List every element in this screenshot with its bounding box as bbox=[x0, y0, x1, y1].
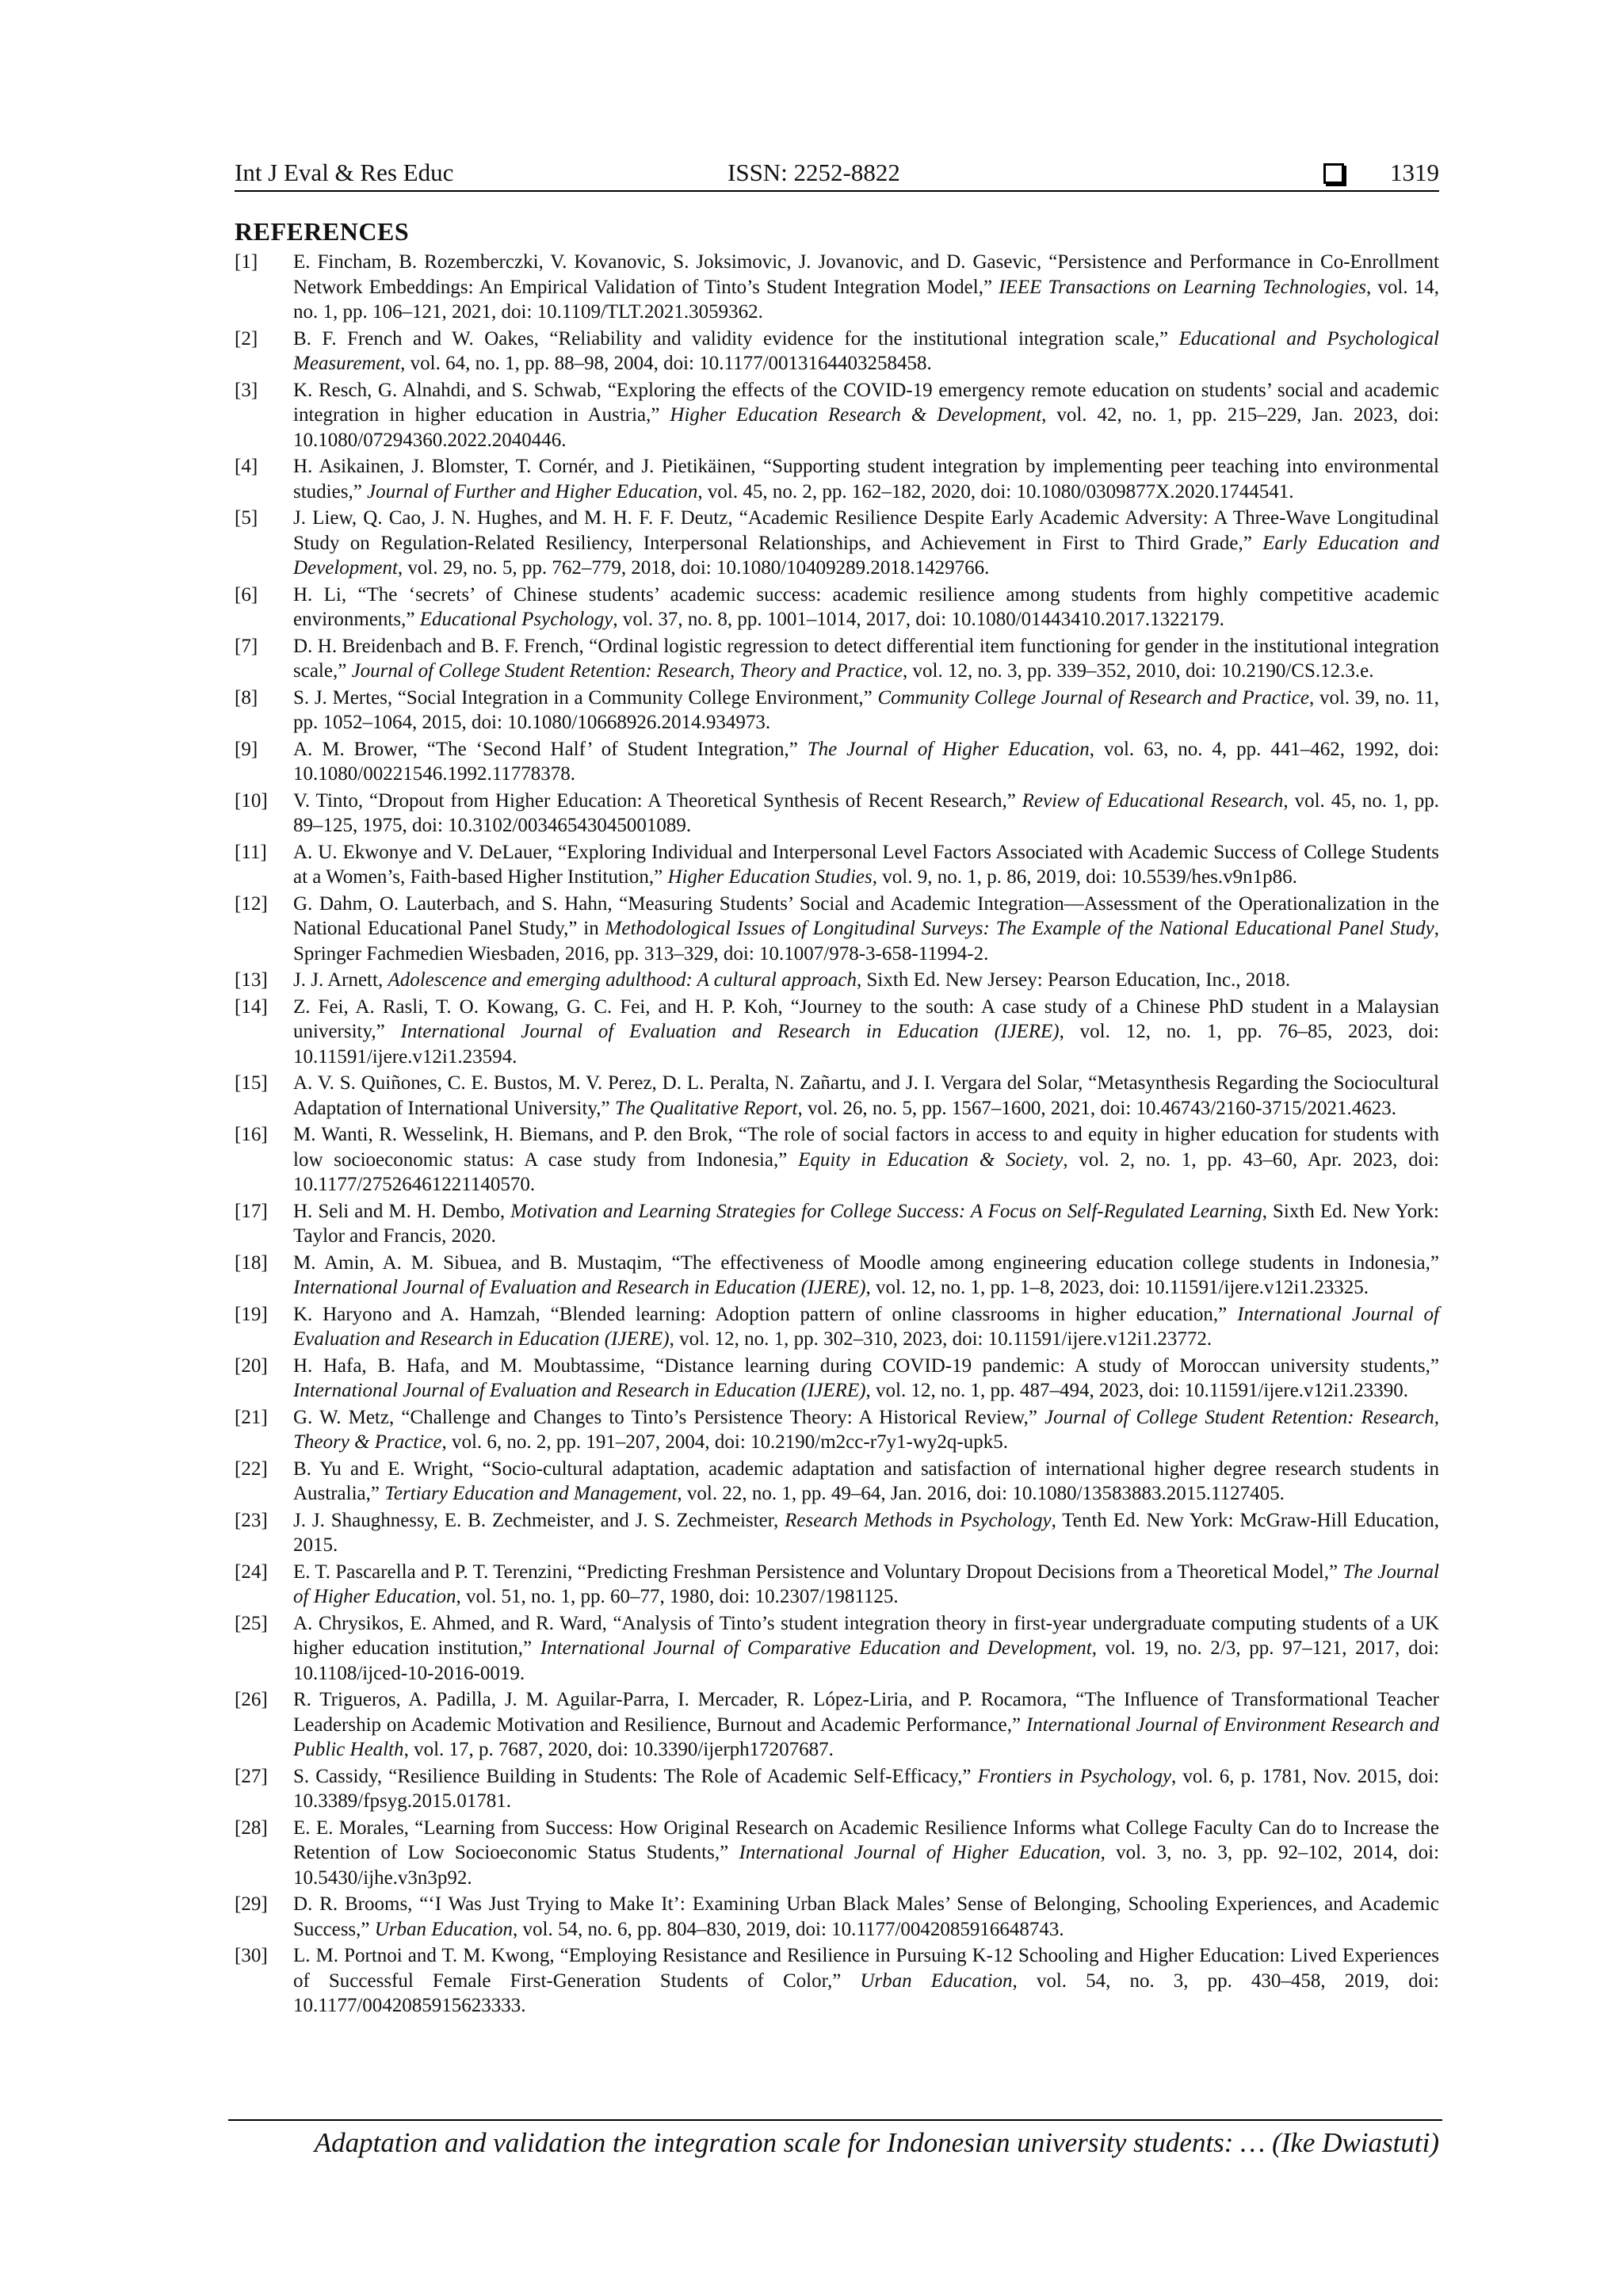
reference-details: , vol. 12, no. 1, pp. 487–494, 2023, doi: 10.11591/ijere.v12i1.23390. bbox=[865, 1380, 1409, 1401]
reference-details: , vol. 14, no. 1, pp. 106–121, 2021, doi: 10.1109/TLT.2021.3059362. bbox=[293, 276, 1440, 323]
reference-number: [11] bbox=[235, 841, 267, 863]
reference-number: [8] bbox=[235, 686, 258, 709]
reference-item bbox=[235, 454, 1439, 504]
reference-item bbox=[235, 1457, 1439, 1507]
reference-text bbox=[293, 1302, 1439, 1352]
reference-text bbox=[293, 1251, 1439, 1301]
reference-source: Motivation and Learning Strategies for College Success: A Focus on Self-Regulated Learning bbox=[510, 1200, 1262, 1222]
reference-number: [24] bbox=[235, 1561, 268, 1583]
running-footer: Adaptation and validation the integration scale for Indonesian university students: … (Ike Dwiastuti) bbox=[314, 2127, 1439, 2158]
reference-authors-title: A. U. Ekwonye and V. DeLauer, “Exploring Individual and Interpersonal Level Factors Associated with Academic Success of College Students at a Women’s, Faith-based Higher Institution,” bbox=[293, 841, 1439, 888]
reference-number: [14] bbox=[235, 995, 268, 1018]
reference-details: , vol. 12, no. 1, pp. 1–8, 2023, doi: 10.11591/ijere.v12i1.23325. bbox=[865, 1277, 1369, 1298]
reference-authors-title: B. Yu and E. Wright, “Socio-cultural adaptation, academic adaptation and satisfaction of international higher degree research students in Australia,” bbox=[293, 1457, 1439, 1504]
reference-text bbox=[293, 1816, 1439, 1891]
reference-details: , vol. 39, no. 11, pp. 1052–1064, 2015, doi: 10.1080/10668926.2014.934973. bbox=[293, 686, 1439, 733]
reference-source: Higher Education Research & Development bbox=[670, 404, 1042, 426]
section-title: REFERENCES bbox=[235, 217, 410, 246]
reference-number: [22] bbox=[235, 1457, 268, 1480]
reference-details: , vol. 22, no. 1, pp. 49–64, Jan. 2016, doi: 10.1080/13583883.2015.1127405. bbox=[677, 1483, 1285, 1504]
reference-item bbox=[235, 634, 1439, 684]
reference-details: , vol. 29, no. 5, pp. 762–779, 2018, doi: 10.1080/10409289.2018.1429766. bbox=[397, 557, 990, 579]
reference-source: Frontiers in Psychology bbox=[977, 1765, 1172, 1787]
reference-source: Research Methods in Psychology bbox=[785, 1509, 1052, 1531]
reference-text bbox=[293, 378, 1439, 453]
reference-details: , vol. 42, no. 1, pp. 215–229, Jan. 2023, doi: 10.1080/07294360.2022.2040446. bbox=[293, 404, 1439, 451]
reference-details: , vol. 45, no. 1, pp. 89–125, 1975, doi: 10.3102/00346543045001089. bbox=[293, 789, 1439, 836]
reference-details: , vol. 54, no. 6, pp. 804–830, 2019, doi: 10.1177/0042085916648743. bbox=[513, 1918, 1064, 1940]
reference-number: [26] bbox=[235, 1689, 268, 1710]
reference-number: [3] bbox=[235, 379, 258, 401]
reference-source: Early Education and Development bbox=[293, 532, 1439, 579]
reference-source: International Journal of Comparative Education and Development bbox=[540, 1637, 1092, 1659]
reference-number: [5] bbox=[235, 507, 258, 529]
reference-details: , vol. 2, no. 1, pp. 43–60, Apr. 2023, doi: 10.1177/27526461221140570. bbox=[293, 1148, 1440, 1195]
reference-authors-title: E. T. Pascarella and P. T. Terenzini, “Predicting Freshman Persistence and Voluntary Dropout Decisions from a Theoretical Model,” bbox=[293, 1561, 1343, 1583]
reference-authors-title: J. Liew, Q. Cao, J. N. Hughes, and M. H. F. F. Deutz, “Academic Resilience Despite Early Academic Adversity: A Three-Wave Longitudinal Study on Regulation-Related Resiliency, Interpersonal Relationships, and Achievement in First to Third Grade,” bbox=[293, 507, 1439, 554]
reference-details: , vol. 54, no. 3, pp. 430–458, 2019, doi: 10.1177/0042085915623333. bbox=[293, 1969, 1439, 2016]
reference-text bbox=[293, 1354, 1439, 1404]
reference-source: Journal of College Student Retention: Research, Theory and Practice bbox=[351, 660, 903, 682]
reference-item bbox=[235, 1943, 1439, 2019]
reference-item bbox=[235, 378, 1439, 453]
reference-authors-title: K. Resch, G. Alnahdi, and S. Schwab, “Exploring the effects of the COVID-19 emergency remote education on students’ social and academic integration in higher education in Austria,” bbox=[293, 379, 1439, 426]
reference-text bbox=[293, 1122, 1439, 1198]
reference-number: [16] bbox=[235, 1124, 268, 1145]
reference-details: , vol. 12, no. 1, pp. 302–310, 2023, doi: 10.11591/ijere.v12i1.23772. bbox=[669, 1328, 1212, 1350]
reference-details: , vol. 64, no. 1, pp. 88–98, 2004, doi: 10.1177/0013164403258458. bbox=[400, 353, 932, 374]
reference-source: International Journal of Environment Research and Public Health bbox=[293, 1713, 1440, 1760]
reference-source: The Journal of Higher Education bbox=[807, 738, 1090, 760]
reference-authors-title: H. Li, “The ‘secrets’ of Chinese students’ academic success: academic resilience among students from highly competitive academic environments,” bbox=[293, 583, 1439, 630]
reference-item bbox=[235, 506, 1439, 581]
reference-text bbox=[293, 1508, 1439, 1558]
reference-details: , vol. 6, no. 2, pp. 191–207, 2004, doi: 10.2190/m2cc-r7y1-wy2q-upk5. bbox=[441, 1431, 1008, 1453]
reference-details: , vol. 37, no. 8, pp. 1001–1014, 2017, doi: 10.1080/01443410.2017.1322179. bbox=[613, 609, 1224, 630]
reference-authors-title: S. Cassidy, “Resilience Building in Students: The Role of Academic Self-Efficacy,” bbox=[293, 1765, 978, 1787]
footer-divider bbox=[228, 2119, 1442, 2121]
reference-number: [1] bbox=[235, 251, 258, 273]
reference-details: , Springer Fachmedien Wiesbaden, 2016, pp. 313–329, doi: 10.1007/978-3-658-11994-2. bbox=[293, 918, 1439, 965]
reference-authors-title: E. Fincham, B. Rozemberczki, V. Kovanovic, S. Joksimovic, J. Jovanovic, and D. Gasevic, “Persistence and Performance in Co-Enrollment Network Embeddings: An Empirical Validation of Tinto’s Student Integration Model,” bbox=[293, 251, 1439, 298]
reference-number: [18] bbox=[235, 1251, 268, 1274]
reference-number: [17] bbox=[235, 1200, 268, 1222]
reference-details: , Tenth Ed. New York: McGraw-Hill Education, 2015. bbox=[293, 1509, 1439, 1556]
reference-source: Urban Education bbox=[860, 1969, 1013, 1992]
reference-item bbox=[235, 1892, 1439, 1942]
reference-source: Review of Educational Research bbox=[1022, 789, 1284, 812]
reference-details: , vol. 45, no. 2, pp. 162–182, 2020, doi: 10.1080/0309877X.2020.1744541. bbox=[697, 480, 1294, 502]
reference-text bbox=[293, 840, 1439, 890]
reference-source: Higher Education Studies bbox=[667, 866, 873, 888]
reference-item bbox=[235, 1816, 1439, 1891]
reference-item bbox=[235, 250, 1439, 325]
reference-text bbox=[293, 1071, 1439, 1121]
reference-authors-title: V. Tinto, “Dropout from Higher Education: A Theoretical Synthesis of Recent Research,” bbox=[293, 789, 1022, 812]
reference-text bbox=[293, 968, 1439, 993]
reference-authors-title: S. J. Mertes, “Social Integration in a Community College Environment,” bbox=[293, 686, 878, 709]
reference-source: International Journal of Higher Education bbox=[739, 1842, 1101, 1863]
reference-source: The Journal of Higher Education bbox=[293, 1561, 1439, 1607]
reference-text bbox=[293, 892, 1439, 967]
reference-text bbox=[293, 1764, 1439, 1814]
reference-source: International Journal of Evaluation and Research in Education (IJERE) bbox=[293, 1277, 866, 1298]
reference-authors-title: H. Asikainen, J. Blomster, T. Cornér, and J. Pietikäinen, “Supporting student integration by implementing peer teaching into environmental studies,” bbox=[293, 456, 1439, 502]
reference-number: [25] bbox=[235, 1612, 268, 1634]
reference-item bbox=[235, 583, 1439, 632]
reference-text bbox=[293, 1405, 1439, 1455]
reference-item bbox=[235, 1560, 1439, 1610]
reference-item bbox=[235, 1302, 1439, 1352]
reference-text bbox=[293, 583, 1439, 632]
reference-source: Equity in Education & Society bbox=[798, 1148, 1064, 1171]
reference-text bbox=[293, 789, 1439, 839]
reference-authors-title: R. Trigueros, A. Padilla, J. M. Aguilar-Parra, I. Mercader, R. López-Liria, and P. Rocamora, “The Influence of Transformational Teacher Leadership on Academic Motivation and Resilience, Burnout and Academic Performance,” bbox=[293, 1689, 1439, 1736]
reference-authors-title: G. Dahm, O. Lauterbach, and S. Hahn, “Measuring Students’ Social and Academic Integration—Assessment of the Operationalization in the National Educational Panel Study,” in bbox=[293, 892, 1439, 939]
reference-authors-title: D. R. Brooms, “‘I Was Just Trying to Make It’: Examining Urban Black Males’ Sense of Belonging, Schooling Experiences, and Academic Success,” bbox=[293, 1893, 1439, 1940]
reference-number: [2] bbox=[235, 327, 258, 350]
reference-authors-title: B. F. French and W. Oakes, “Reliability and validity evidence for the institutional integration scale,” bbox=[293, 327, 1179, 350]
reference-authors-title: H. Hafa, B. Hafa, and M. Moubtassime, “Distance learning during COVID-19 pandemic: A study of Moroccan university students,” bbox=[293, 1354, 1439, 1377]
reference-authors-title: H. Seli and M. H. Dembo, bbox=[293, 1200, 511, 1222]
reference-details: , Sixth Ed. New Jersey: Pearson Education, Inc., 2018. bbox=[857, 969, 1291, 991]
reference-authors-title: M. Wanti, R. Wesselink, H. Biemans, and P. den Brok, “The role of social factors in access to and equity in higher education for students with low socioeconomic status: A case study from Indonesia,” bbox=[293, 1124, 1439, 1171]
journal-name: Int J Eval & Res Educ bbox=[235, 159, 454, 186]
reference-source: Adolescence and emerging adulthood: A cultural approach bbox=[388, 969, 857, 991]
reference-details: , vol. 26, no. 5, pp. 1567–1600, 2021, doi: 10.46743/2160-3715/2021.4623. bbox=[797, 1097, 1396, 1119]
reference-item bbox=[235, 1122, 1439, 1198]
reference-details: , vol. 17, p. 7687, 2020, doi: 10.3390/ijerph17207687. bbox=[403, 1739, 834, 1760]
reference-number: [28] bbox=[235, 1817, 268, 1839]
running-header bbox=[235, 155, 1439, 192]
reference-source: International Journal of Evaluation and Research in Education (IJERE) bbox=[400, 1021, 1060, 1042]
issn: ISSN: 2252-8822 bbox=[727, 159, 900, 186]
reference-text bbox=[293, 1199, 1439, 1249]
reference-item bbox=[235, 840, 1439, 890]
reference-number: [15] bbox=[235, 1072, 268, 1094]
reference-authors-title: G. W. Metz, “Challenge and Changes to Tinto’s Persistence Theory: A Historical Review,” bbox=[293, 1406, 1045, 1428]
reference-item bbox=[235, 1508, 1439, 1558]
reference-text bbox=[293, 737, 1439, 787]
reference-authors-title: E. E. Morales, “Learning from Success: How Original Research on Academic Resilience Informs what College Faculty Can do to Increase the Retention of Low Socioeconomic Status Students,” bbox=[293, 1817, 1439, 1863]
reference-source: Journal of Further and Higher Education bbox=[367, 480, 698, 502]
reference-number: [6] bbox=[235, 583, 258, 606]
reference-item bbox=[235, 892, 1439, 967]
reference-text bbox=[293, 454, 1439, 504]
reference-item bbox=[235, 1405, 1439, 1455]
reference-item bbox=[235, 737, 1439, 787]
reference-source: Methodological Issues of Longitudinal Surveys: The Example of the National Educational Panel Study bbox=[605, 918, 1434, 939]
reference-number: [27] bbox=[235, 1765, 268, 1787]
reference-list bbox=[235, 250, 1439, 2020]
reference-number: [29] bbox=[235, 1893, 268, 1915]
reference-text bbox=[293, 1611, 1439, 1687]
reference-item bbox=[235, 1687, 1439, 1763]
reference-authors-title: J. J. Shaughnessy, E. B. Zechmeister, and J. S. Zechmeister, bbox=[293, 1509, 785, 1531]
reference-source: The Qualitative Report bbox=[614, 1097, 798, 1119]
reference-item bbox=[235, 1199, 1439, 1249]
reference-details: , vol. 63, no. 4, pp. 441–462, 1992, doi: 10.1080/00221546.1992.11778378. bbox=[293, 738, 1440, 785]
reference-number: [20] bbox=[235, 1354, 268, 1377]
reference-source: Community College Journal of Research and Practice bbox=[877, 686, 1310, 709]
reference-source: Tertiary Education and Management bbox=[384, 1483, 678, 1504]
reference-number: [19] bbox=[235, 1303, 268, 1325]
reference-source: Educational Psychology bbox=[419, 609, 613, 630]
reference-text bbox=[293, 250, 1439, 325]
reference-source: Educational and Psychological Measurement bbox=[293, 327, 1439, 374]
reference-details: , vol. 51, no. 1, pp. 60–77, 1980, doi: 10.2307/1981125. bbox=[456, 1586, 899, 1607]
reference-number: [23] bbox=[235, 1509, 268, 1531]
reference-authors-title: Z. Fei, A. Rasli, T. O. Kowang, G. C. Fei, and H. P. Koh, “Journey to the south: A case study of a Chinese PhD student in a Malaysian university,” bbox=[293, 995, 1439, 1042]
reference-source: International Journal of Evaluation and Research in Education (IJERE) bbox=[293, 1380, 866, 1401]
reference-item bbox=[235, 1764, 1439, 1814]
reference-number: [7] bbox=[235, 635, 258, 657]
reference-text bbox=[293, 686, 1439, 735]
reference-text bbox=[293, 1892, 1439, 1942]
reference-number: [10] bbox=[235, 789, 268, 812]
reference-authors-title: A. Chrysikos, E. Ahmed, and R. Ward, “Analysis of Tinto’s student integration theory in first-year undergraduate computing students of a UK higher education institution,” bbox=[293, 1612, 1439, 1659]
reference-details: , vol. 9, no. 1, p. 86, 2019, doi: 10.5539/hes.v9n1p86. bbox=[872, 866, 1297, 888]
reference-item bbox=[235, 1251, 1439, 1301]
reference-number: [21] bbox=[235, 1406, 268, 1428]
reference-authors-title: A. V. S. Quiñones, C. E. Bustos, M. V. Perez, D. L. Peralta, N. Zañartu, and J. I. Vergara del Solar, “Metasynthesis Regarding the Sociocultural Adaptation of International University,” bbox=[293, 1072, 1439, 1119]
reference-text bbox=[293, 506, 1439, 581]
reference-authors-title: L. M. Portnoi and T. M. Kwong, “Employing Resistance and Resilience in Pursuing K-12 Schooling and Higher Education: Lived Experiences of Successful Female First-Generation Students of Color,” bbox=[293, 1945, 1439, 1992]
reference-details: , vol. 12, no. 1, pp. 76–85, 2023, doi: 10.11591/ijere.v12i1.23594. bbox=[293, 1021, 1439, 1068]
reference-number: [12] bbox=[235, 892, 268, 915]
reference-authors-title: M. Amin, A. M. Sibuea, and B. Mustaqim, “The effectiveness of Moodle among engineering education college students in Indonesia,” bbox=[293, 1251, 1439, 1274]
reference-item bbox=[235, 968, 1439, 993]
reference-details: , vol. 19, no. 2/3, pp. 97–121, 2017, doi: 10.1108/ijced-10-2016-0019. bbox=[293, 1637, 1439, 1684]
reference-authors-title: A. M. Brower, “The ‘Second Half’ of Student Integration,” bbox=[293, 738, 808, 760]
reference-number: [9] bbox=[235, 738, 258, 760]
reference-number: [13] bbox=[235, 969, 268, 991]
page-number: 1319 bbox=[1390, 159, 1439, 186]
reference-text bbox=[293, 995, 1439, 1070]
reference-item bbox=[235, 1071, 1439, 1121]
square-box-icon bbox=[1323, 163, 1344, 184]
reference-source: International Journal of Evaluation and Research in Education (IJERE) bbox=[293, 1303, 1439, 1350]
reference-text bbox=[293, 327, 1439, 376]
reference-details: , vol. 6, p. 1781, Nov. 2015, doi: 10.3389/fpsyg.2015.01781. bbox=[293, 1765, 1439, 1812]
reference-text bbox=[293, 634, 1439, 684]
reference-item bbox=[235, 1354, 1439, 1404]
reference-source: Urban Education bbox=[374, 1918, 514, 1940]
reference-item bbox=[235, 1611, 1439, 1687]
reference-source: Journal of College Student Retention: Research, Theory & Practice bbox=[293, 1406, 1439, 1453]
reference-details: , Sixth Ed. New York: Taylor and Francis, 2020. bbox=[293, 1200, 1440, 1247]
reference-text bbox=[293, 1943, 1439, 2019]
reference-item bbox=[235, 686, 1439, 735]
reference-details: , vol. 12, no. 3, pp. 339–352, 2010, doi: 10.2190/CS.12.3.e. bbox=[903, 660, 1374, 682]
reference-details: , vol. 3, no. 3, pp. 92–102, 2014, doi: 10.5430/ijhe.v3n3p92. bbox=[293, 1842, 1440, 1889]
reference-text bbox=[293, 1560, 1439, 1610]
reference-number: [30] bbox=[235, 1945, 268, 1966]
reference-item bbox=[235, 995, 1439, 1070]
reference-authors-title: J. J. Arnett, bbox=[293, 969, 388, 991]
reference-number: [4] bbox=[235, 456, 258, 477]
reference-item bbox=[235, 789, 1439, 839]
reference-text bbox=[293, 1457, 1439, 1507]
reference-item bbox=[235, 327, 1439, 376]
reference-source: IEEE Transactions on Learning Technologies bbox=[999, 276, 1366, 298]
reference-authors-title: D. H. Breidenbach and B. F. French, “Ordinal logistic regression to detect differential item functioning for gender in the institutional integration scale,” bbox=[293, 635, 1439, 682]
reference-authors-title: K. Haryono and A. Hamzah, “Blended learning: Adoption pattern of online classrooms in higher education,” bbox=[293, 1303, 1238, 1325]
reference-text bbox=[293, 1687, 1439, 1763]
